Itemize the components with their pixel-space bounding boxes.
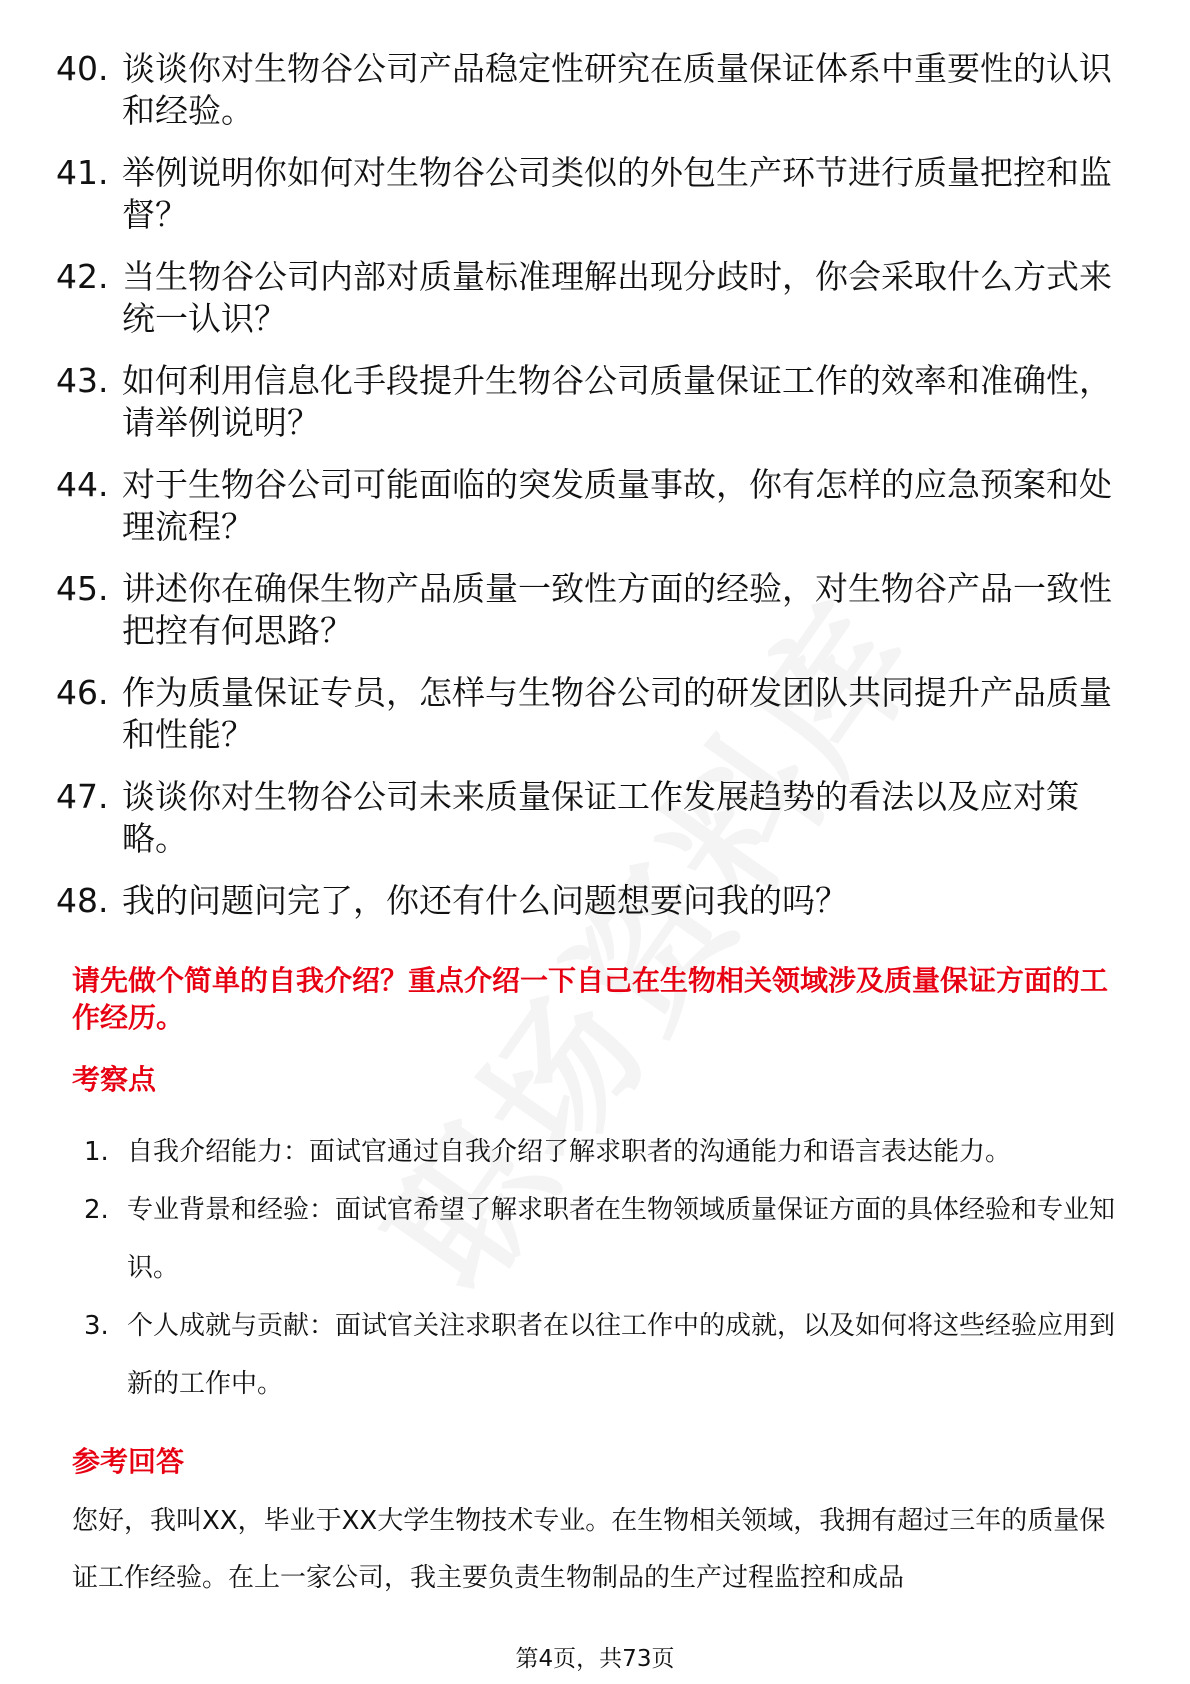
item-number: 48. bbox=[56, 881, 109, 920]
item-number: 3. bbox=[84, 1311, 109, 1341]
list-item bbox=[56, 776, 1136, 860]
list-item bbox=[56, 464, 1136, 548]
item-text: 讲述你在确保生物产品质量一致性方面的经验，对生物谷产品一致性把控有何思路？ bbox=[122, 569, 1112, 650]
list-item bbox=[56, 48, 1136, 132]
question-list bbox=[56, 48, 1136, 942]
item-text: 如何利用信息化手段提升生物谷公司质量保证工作的效率和准确性，请举例说明？ bbox=[122, 361, 1112, 442]
item-text: 当生物谷公司内部对质量标准理解出现分歧时，你会采取什么方式来统一认识？ bbox=[122, 257, 1112, 338]
item-number: 43. bbox=[56, 361, 109, 400]
focus-title: 考察点 bbox=[72, 1063, 157, 1096]
list-item bbox=[84, 1181, 1124, 1297]
item-number: 47. bbox=[56, 777, 109, 816]
item-number: 1. bbox=[84, 1137, 109, 1167]
list-item bbox=[84, 1123, 1124, 1181]
item-number: 44. bbox=[56, 465, 109, 504]
item-text: 举例说明你如何对生物谷公司类似的外包生产环节进行质量把控和监督？ bbox=[122, 153, 1112, 234]
item-text: 谈谈你对生物谷公司未来质量保证工作发展趋势的看法以及应对策略。 bbox=[122, 777, 1079, 858]
list-item bbox=[56, 568, 1136, 652]
page-number: 第4页，共73页 bbox=[515, 1646, 675, 1672]
item-number: 2. bbox=[84, 1195, 109, 1225]
answer-title: 参考回答 bbox=[72, 1445, 185, 1478]
list-item bbox=[56, 672, 1136, 756]
item-text: 谈谈你对生物谷公司产品稳定性研究在质量保证体系中重要性的认识和经验。 bbox=[122, 49, 1112, 130]
item-number: 45. bbox=[56, 569, 109, 608]
item-text: 我的问题问完了，你还有什么问题想要问我的吗？ bbox=[122, 881, 848, 920]
list-item bbox=[56, 152, 1136, 236]
item-number: 40. bbox=[56, 49, 109, 88]
item-number: 41. bbox=[56, 153, 109, 192]
item-number: 46. bbox=[56, 673, 109, 712]
focus-points-list bbox=[84, 1123, 1124, 1413]
item-text: 作为质量保证专员，怎样与生物谷公司的研发团队共同提升产品质量和性能？ bbox=[122, 673, 1112, 754]
question-headline: 请先做个简单的自我介绍？重点介绍一下自己在生物相关领域涉及质量保证方面的工作经历。 bbox=[72, 964, 1109, 1034]
list-item bbox=[56, 880, 1136, 922]
item-text: 专业背景和经验：面试官希望了解求职者在生物领域质量保证方面的具体经验和专业知识。 bbox=[127, 1195, 1116, 1283]
item-text: 对于生物谷公司可能面临的突发质量事故，你有怎样的应急预案和处理流程？ bbox=[122, 465, 1112, 546]
list-item bbox=[84, 1297, 1124, 1413]
list-item bbox=[56, 256, 1136, 340]
item-text: 自我介绍能力：面试官通过自我介绍了解求职者的沟通能力和语言表达能力。 bbox=[127, 1137, 1012, 1167]
answer-paragraph: 您好，我叫XX，毕业于XX大学生物技术专业。在生物相关领域，我拥有超过三年的质量保证工作经验。在上一家公司，我主要负责生物制品的生产过程监控和成品 bbox=[72, 1506, 1106, 1593]
list-item bbox=[56, 360, 1136, 444]
item-text: 个人成就与贡献：面试官关注求职者在以往工作中的成就，以及如何将这些经验应用到新的工作中。 bbox=[127, 1311, 1116, 1399]
item-number: 42. bbox=[56, 257, 109, 296]
